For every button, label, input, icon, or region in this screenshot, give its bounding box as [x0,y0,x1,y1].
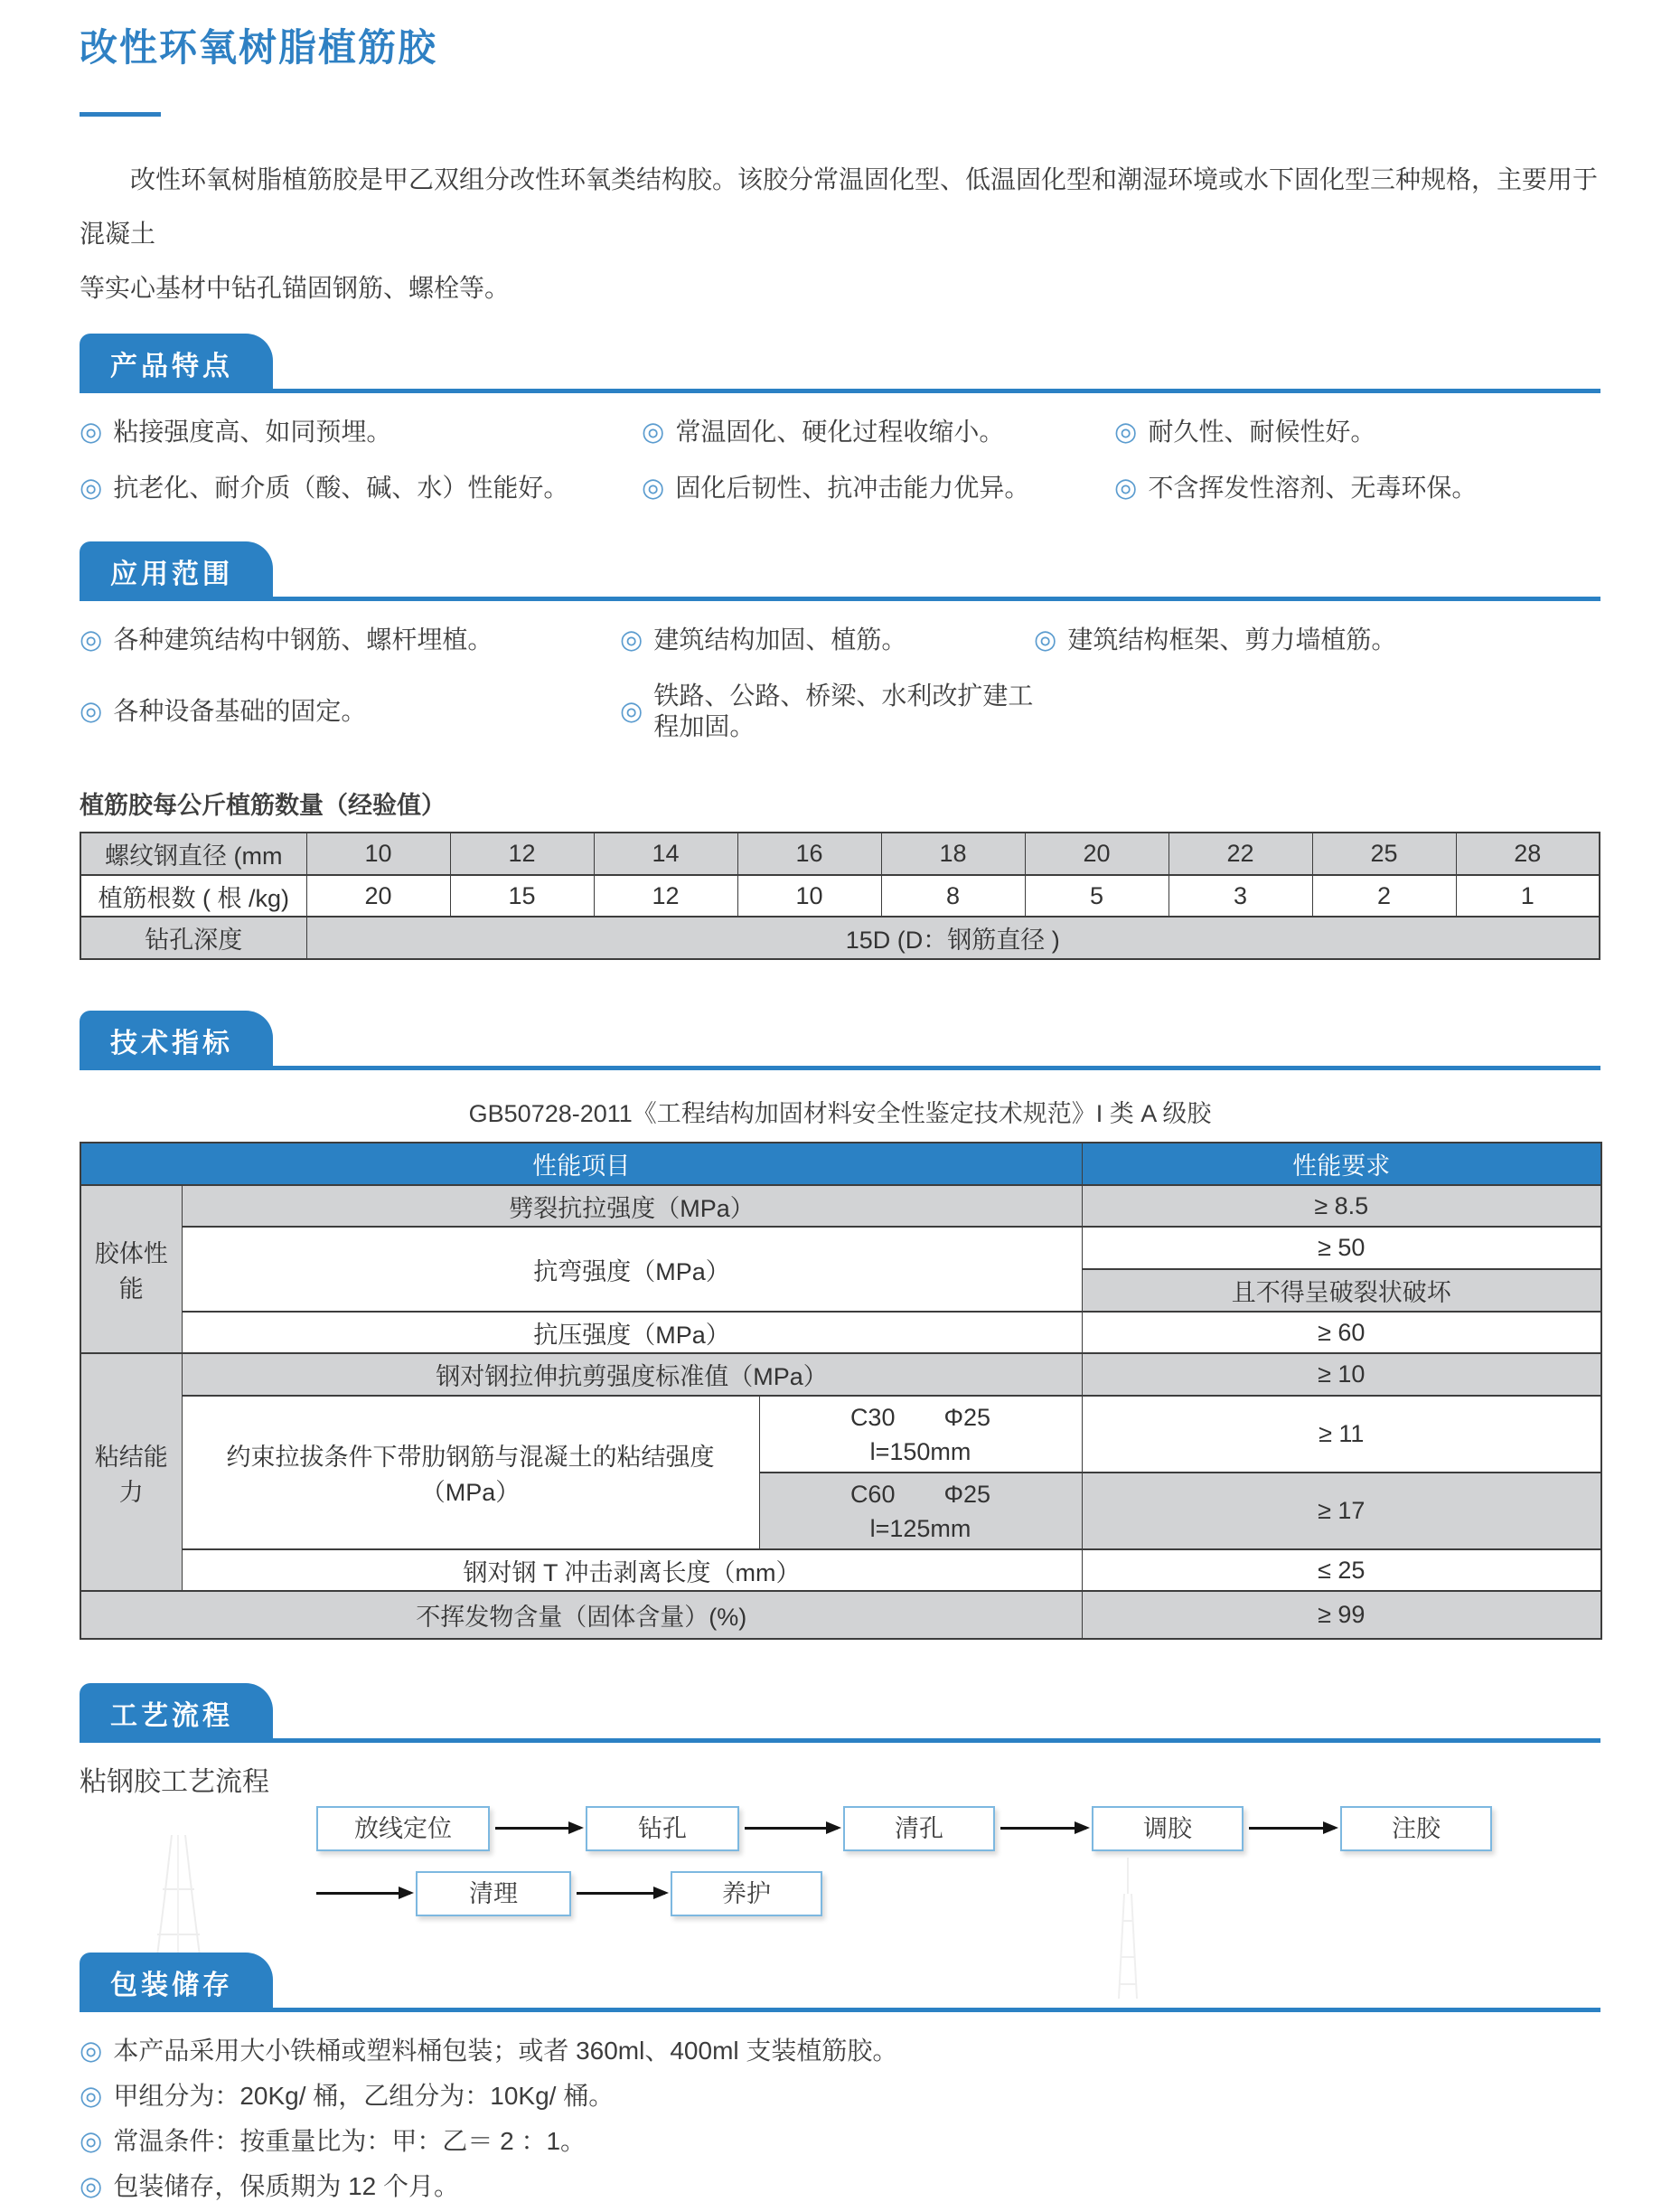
intro-line: 等实心基材中钻孔锚固钢筋、螺栓等。 [80,274,511,302]
section-badge-process: 工艺流程 [80,1683,273,1743]
bullet-icon: ◎ [1034,626,1057,654]
feature-text: 抗老化、耐介质（酸、碱、水）性能好。 [113,474,569,502]
cell: 12 [450,833,594,875]
flow-arrow-icon [1000,1827,1086,1830]
list-item [80,681,620,742]
application-text: 铁路、公路、桥梁、水利改扩建工程加固。 [653,682,1034,740]
bullet-icon: ◎ [80,2037,103,2066]
table-row [80,1396,1601,1473]
list-item [642,417,1114,447]
feature-text: 粘接强度高、如同预埋。 [113,418,392,446]
page-title: 改性环氧树脂植筋胶 [80,26,438,69]
process-flow-label: 粘钢胶工艺流程 [80,1767,269,1797]
application-text: 建筑结构框架、剪力墙植筋。 [1067,626,1397,654]
requirement-value: ≥ 8.5 [1082,1185,1601,1227]
row-label: 螺纹钢直径 (mm [80,833,306,875]
flow-step: 清孔 [843,1806,995,1851]
cell: 5 [1025,875,1168,917]
list-item [80,417,642,447]
feature-text: 常温固化、硬化过程收缩小。 [675,418,1005,446]
application-text: 各种设备基础的固定。 [113,697,367,725]
cell: 25 [1312,833,1456,875]
list-item [80,625,620,655]
requirement-value: ≥ 17 [1082,1473,1601,1549]
section-badge-features: 产品特点 [80,334,273,393]
flow-step: 清理 [416,1871,571,1916]
table-row [80,1549,1601,1591]
cell: 3 [1168,875,1312,917]
bullet-icon: ◎ [1114,474,1138,503]
flow-arrow-icon [577,1892,665,1895]
group-label: 胶体性能 [80,1185,182,1353]
process-flowchart [80,1801,1600,1947]
list-item [80,2081,1600,2112]
section-badge-applications: 应用范围 [80,541,273,601]
property-name: 劈裂抗拉强度（MPa） [182,1185,1082,1227]
condition-line: C60 Φ25 [849,1480,991,1508]
cell: 20 [1025,833,1168,875]
property-name: 抗弯强度（MPa） [182,1227,1082,1312]
feature-text: 不含挥发性溶剂、无毒环保。 [1148,474,1478,502]
cell: 18 [881,833,1025,875]
section-header-process [80,1683,1600,1743]
requirement-value: ≥ 50 [1082,1227,1601,1269]
test-condition [759,1473,1082,1549]
section-header-tech [80,1011,1600,1070]
table-row [80,833,1600,875]
list-item [620,625,1034,655]
cell: 22 [1168,833,1312,875]
datasheet-page [80,0,1600,2202]
flow-arrow-icon [745,1827,838,1830]
section-header-applications [80,541,1600,601]
bullet-icon: ◎ [80,697,103,726]
list-item [80,2171,1600,2202]
table-row [80,1185,1601,1227]
section-badge-packaging: 包装储存 [80,1953,273,2012]
flow-arrow-icon [1249,1827,1335,1830]
table-row [80,875,1600,917]
row-label: 植筋根数 ( 根 /kg) [80,875,306,917]
requirement-value: ≤ 25 [1082,1549,1601,1591]
list-item [1114,417,1600,447]
flow-step: 钻孔 [586,1806,739,1851]
feature-text: 固化后韧性、抗冲击能力优异。 [675,474,1030,502]
property-name: 钢对钢拉伸抗剪强度标准值（MPa） [182,1353,1082,1396]
flow-step: 养护 [671,1871,822,1916]
list-item [80,473,642,503]
column-header: 性能项目 [80,1143,1082,1185]
cell: 20 [306,875,450,917]
intro-line: 改性环氧树脂植筋胶是甲乙双组分改性环氧类结构胶。该胶分常温固化型、低温固化型和潮湿环境或水下固化型三种规格，主要用于混凝土 [80,165,1599,248]
applications-list [80,625,1600,742]
requirement-value: ≥ 11 [1082,1396,1601,1473]
table-row [80,1353,1601,1396]
title-underline [80,112,161,117]
table-row [80,1312,1601,1353]
bullet-icon: ◎ [80,2172,103,2201]
list-item [642,473,1114,503]
bullet-icon: ◎ [620,626,643,654]
condition-line: C30 Φ25 [849,1403,991,1431]
row-label: 钻孔深度 [80,917,306,959]
intro-paragraph [80,153,1600,315]
packaging-text: 本产品采用大小铁桶或塑料桶包装；或者 360ml、400ml 支装植筋胶。 [113,2037,898,2065]
cell: 8 [881,875,1025,917]
rebar-count-table [80,832,1600,960]
cell: 2 [1312,875,1456,917]
table-row [80,1143,1601,1185]
list-item [80,2036,1600,2066]
cell: 12 [594,875,737,917]
table-row [80,1591,1601,1639]
condition-line: l=150mm [869,1437,971,1465]
table-row [80,917,1600,959]
cell: 15 [450,875,594,917]
features-list [80,417,1600,503]
test-condition [759,1396,1082,1473]
packaging-list [80,2036,1600,2202]
requirement-value: ≥ 10 [1082,1353,1601,1396]
tech-spec-table [80,1142,1602,1640]
bullet-icon: ◎ [80,626,103,654]
packaging-text: 常温条件：按重量比为：甲：乙＝ 2 ：1。 [113,2127,587,2155]
packaging-text: 甲组分为：20Kg/ 桶，乙组分为：10Kg/ 桶。 [113,2082,615,2110]
bullet-icon: ◎ [80,474,103,503]
requirement-note: 且不得呈破裂状破坏 [1082,1269,1601,1312]
rebar-table-caption: 植筋胶每公斤植筋数量（经验值） [80,792,446,819]
application-text: 建筑结构加固、植筋。 [653,626,907,654]
bullet-icon: ◎ [80,418,103,447]
section-header-features [80,334,1600,393]
list-item [620,681,1034,742]
feature-text: 耐久性、耐候性好。 [1148,418,1376,446]
flow-step: 放线定位 [316,1806,490,1851]
property-name: 不挥发物含量（固体含量）(%) [80,1591,1082,1639]
bullet-icon: ◎ [642,474,665,503]
flow-arrow-icon [495,1827,580,1830]
cell: 15D (D：钢筋直径 ) [306,917,1600,959]
list-item [80,2126,1600,2157]
property-name: 抗压强度（MPa） [182,1312,1082,1353]
cell: 28 [1456,833,1600,875]
cell: 10 [306,833,450,875]
cell: 1 [1456,875,1600,917]
bullet-icon: ◎ [642,418,665,447]
bullet-icon: ◎ [80,2127,103,2156]
requirement-value: ≥ 99 [1082,1591,1601,1639]
bullet-icon: ◎ [80,2082,103,2111]
application-text: 各种建筑结构中钢筋、螺杆埋植。 [113,626,493,654]
table-row [80,1227,1601,1269]
condition-line: l=125mm [869,1514,971,1542]
property-name: 约束拉拔条件下带肋钢筋与混凝土的粘结强度（MPa） [182,1396,759,1549]
bullet-icon: ◎ [1114,418,1138,447]
section-badge-tech: 技术指标 [80,1011,273,1070]
section-header-packaging [80,1953,1600,2012]
property-name: 钢对钢 T 冲击剥离长度（mm） [182,1549,1082,1591]
column-header: 性能要求 [1082,1143,1601,1185]
bullet-icon: ◎ [620,697,643,726]
cell: 10 [737,875,881,917]
group-label: 粘结能力 [80,1353,182,1591]
flow-step: 调胶 [1092,1806,1244,1851]
list-item [1114,473,1600,503]
cell: 14 [594,833,737,875]
flow-step: 注胶 [1340,1806,1492,1851]
cell: 16 [737,833,881,875]
list-item [1034,625,1600,655]
packaging-text: 包装储存，保质期为 12 个月。 [113,2172,460,2200]
standard-note: GB50728-2011《工程结构加固材料安全性鉴定技术规范》I 类 A 级胶 [468,1100,1212,1127]
requirement-value: ≥ 60 [1082,1312,1601,1353]
flow-arrow-icon [316,1892,410,1895]
